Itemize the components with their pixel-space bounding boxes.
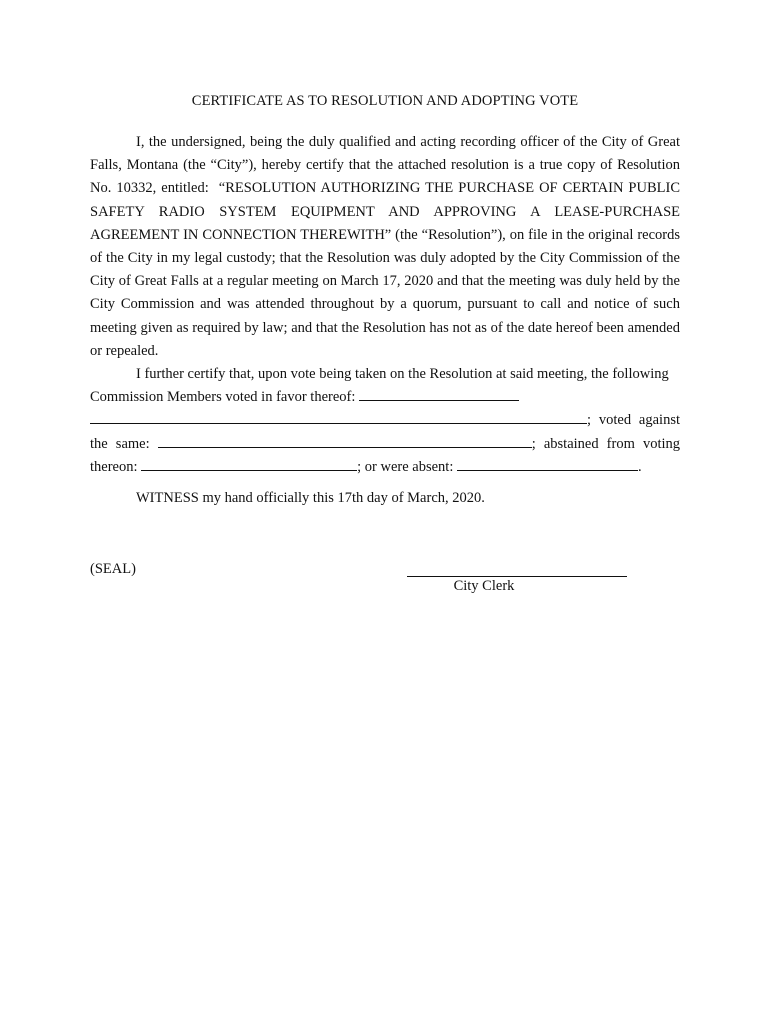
voted-against-line [90,409,680,432]
the-same-line [90,433,680,456]
vote-intro-line [90,363,680,386]
abstained-label: ; abstained from voting [531,435,681,452]
voted-against-label: ; voted against [587,412,680,429]
thereon-label: thereon: [90,458,138,475]
seal-placeholder: (SEAL) [90,561,136,577]
vote-intro: I further certify that, upon vote being taken on the Resolution at said meeting, the following [136,366,669,382]
signature-line[interactable] [407,576,627,577]
witness-statement: WITNESS my hand officially this 17th day of March, 2020. [136,490,485,506]
certification-paragraph: I, the undersigned, being the duly qualified and acting recording officer of the City of Great Falls, Montana (the “City”), hereby certify that the attached resolution is a true copy of Resolution No. 10332, entitled: “RESOLUTION AUTHORIZING THE PURCHASE OF CERTAIN PUBLIC SAFETY RADIO SYSTEM EQUIPMENT AND APPROVING A LEASE-PURCHASE AGREEMENT IN CONNECTION THEREWITH” (the “Resolution”), on file in the original records of the City in my legal custody; that the Resolution was duly adopted by the City Commission of the City of Great Falls at a regular meeting on March 17, 2020 and that the meeting was duly held by the City Commission and was attended throughout by a quorum, pursuant to call and notice of such meeting given as required by law; and that the Resolution has not as of the date hereof been amended or repealed. [90,134,680,359]
absent-label: ; or were absent: [357,458,454,475]
in-favor-blank[interactable] [359,386,519,401]
end-period: . [638,458,642,475]
voted-against-blank[interactable] [158,433,532,448]
in-favor-line [90,386,680,409]
the-same-label: the same: [90,435,150,452]
vote-paragraph [90,363,680,479]
in-favor-blank-continued[interactable] [90,409,587,424]
thereon-line [90,456,680,479]
document-title: CERTIFICATE AS TO RESOLUTION AND ADOPTING VOTE [191,93,579,109]
in-favor-label: Commission Members voted in favor thereof: [90,389,356,406]
signature-label: City Clerk [453,578,515,594]
abstained-blank[interactable] [141,456,357,471]
absent-blank[interactable] [457,456,638,471]
